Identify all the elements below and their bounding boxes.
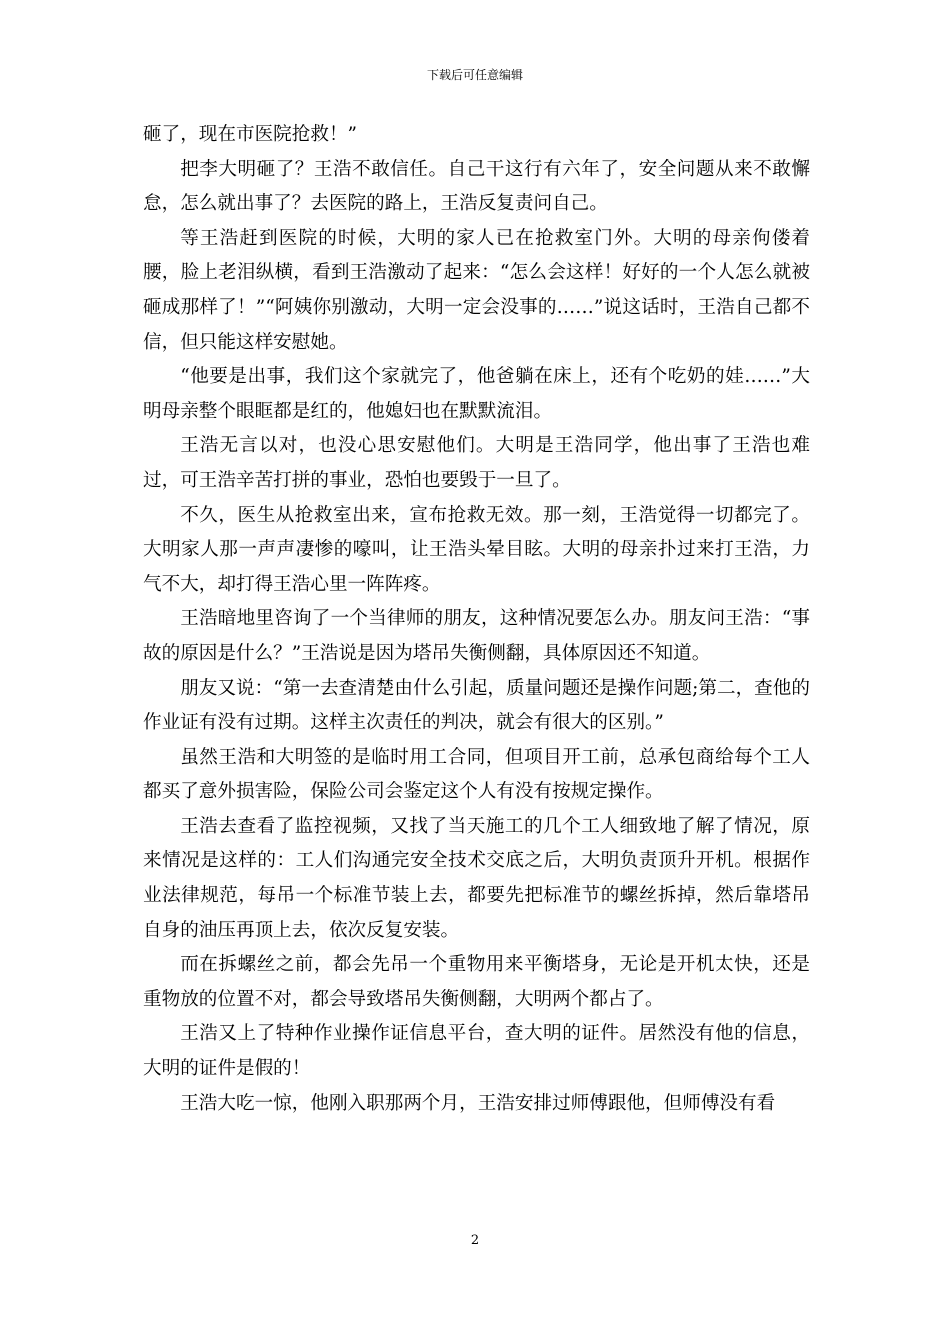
body-paragraph: 王浩暗地里咨询了一个当律师的朋友，这种情况要怎么办。朋友问王浩：“事故的原因是什么？”王浩说是因为塔吊失衡侧翻，具体原因还不知道。 — [143, 608, 810, 664]
page-number: 2 — [470, 1233, 480, 1248]
body-paragraph: 王浩无言以对，也没心思安慰他们。大明是王浩同学，他出事了王浩也难过，可王浩辛苦打拼的事业，恐怕也要毁于一旦了。 — [143, 435, 810, 491]
body-paragraph: 等王浩赶到医院的时候，大明的家人已在抢救室门外。大明的母亲佝偻着腰，脸上老泪纵横，看到王浩激动了起来：“怎么会这样！好好的一个人怎么就被砸成那样了！”“阿姨你别激动，大明一定会没事的……”说这话时，王浩自己都不信，但只能这样安慰她。 — [143, 227, 810, 353]
body-paragraph: 虽然王浩和大明签的是临时用工合同，但项目开工前，总承包商给每个工人都买了意外损害险，保险公司会鉴定这个人有没有按规定操作。 — [143, 746, 810, 803]
body-paragraph: “他要是出事，我们这个家就完了，他爸躺在床上，还有个吃奶的娃……”大明母亲整个眼眶都是红的，他媳妇也在默默流泪。 — [143, 366, 810, 422]
body-paragraph: 王浩去查看了监控视频，又找了当天施工的几个工人细致地了解了情况，原来情况是这样的：工人们沟通完安全技术交底之后，大明负责顶升开机。根据作业法律规范，每吊一个标准节装上去，都要先把标准节的螺丝拆掉，然后靠塔吊自身的油压再顶上去，依次反复安装。 — [143, 815, 810, 941]
body-paragraph: 不久，医生从抢救室出来，宣布抢救无效。那一刻，王浩觉得一切都完了。大明家人那一声声凄惨的嚎叫，让王浩头晕目眩。大明的母亲扑过来打王浩，力气不大，却打得王浩心里一阵阵疼。 — [143, 504, 810, 595]
body-paragraph: 王浩大吃一惊，他刚入职那两个月，王浩安排过师傅跟他，但师傅没有看 — [180, 1092, 776, 1114]
document-body — [143, 118, 810, 1121]
body-paragraph: 而在拆螺丝之前，都会先吊一个重物用来平衡塔身，无论是开机太快，还是重物放的位置不对，都会导致塔吊失衡侧翻，大明两个都占了。 — [143, 954, 810, 1010]
body-paragraph: 把李大明砸了？王浩不敢信任。自己干这行有六年了，安全问题从来不敢懈怠，怎么就出事了？去医院的路上，王浩反复责问自己。 — [143, 158, 810, 215]
body-paragraph: 王浩又上了特种作业操作证信息平台，查大明的证件。居然没有他的信息，大明的证件是假的！ — [143, 1023, 810, 1080]
page-header: 下载后可任意编辑 — [426, 68, 523, 82]
body-paragraph: 朋友又说：“第一去查清楚由什么引起，质量问题还是操作问题;第二，查他的作业证有没有过期。这样主次责任的判决，就会有很大的区别。” — [143, 677, 810, 734]
body-paragraph: 砸了，现在市医院抢救！” — [143, 124, 358, 145]
